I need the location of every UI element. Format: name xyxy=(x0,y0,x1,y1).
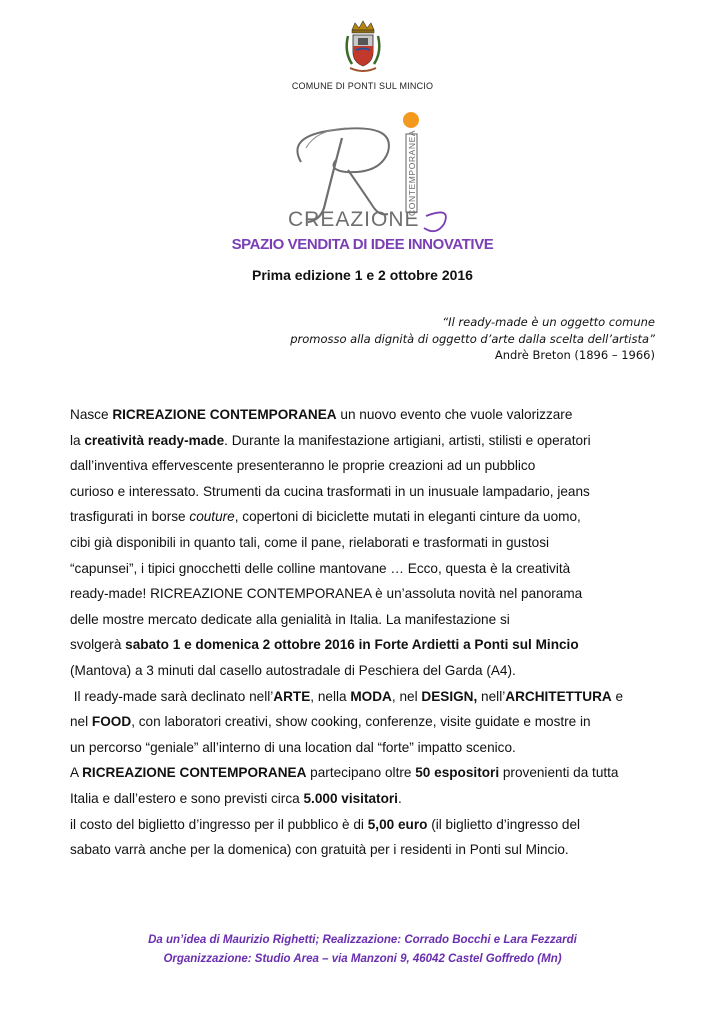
footer-credits xyxy=(0,931,725,969)
logo-contemporanea-text: CONTEMPORANEA xyxy=(407,129,417,216)
logo-creazione-text: CREAZIONE xyxy=(288,208,420,231)
body-text xyxy=(70,402,670,863)
footer-line-1: Da un’idea di Maurizio Righetti; Realizzazione: Corrado Bocchi e Lara Fezzardi xyxy=(148,934,577,946)
body-line: curioso e interessato. Strumenti da cucina trasformati in un inusuale lampadario, jeans xyxy=(70,483,590,499)
body-line: sabato varrà anche per la domenica) con gratuità per i residenti in Ponti sul Mincio. xyxy=(70,842,569,858)
ricreazione-logo xyxy=(276,108,456,240)
body-line: Italia e dall’estero e sono previsti circa 5.000 visitatori. xyxy=(70,790,402,806)
body-line: A RICREAZIONE CONTEMPORANEA partecipano oltre 50 espositori provenienti da tutta xyxy=(70,765,619,781)
quote-line-1: “Il ready-made è un oggetto comune xyxy=(442,315,655,329)
body-line: cibi già disponibili in quanto tali, come il pane, rielaborati e trasformati in gustosi xyxy=(70,534,550,550)
body-line: delle mostre mercato dedicate alla genialità in Italia. La manifestazione si xyxy=(70,611,510,627)
body-line: nel FOOD, con laboratori creativi, show cooking, conferenze, visite guidate e mostre in xyxy=(70,714,591,730)
quote-line-2: promosso alla dignità di oggetto d’arte dalla scelta dell’artista” xyxy=(290,331,655,346)
quote-author: Andrè Breton (1896 – 1966) xyxy=(494,348,655,362)
body-line: trasfigurati in borse couture, copertoni di biciclette mutati in eleganti cinture da uomo, xyxy=(70,509,581,525)
body-line: il costo del biglietto d’ingresso per il pubblico è di 5,00 euro (il biglietto d’ingresso del xyxy=(70,816,581,832)
logo-orange-dot-icon xyxy=(403,112,419,128)
body-line: Nasce RICREAZIONE CONTEMPORANEA un nuovo evento che vuole valorizzare xyxy=(70,407,573,422)
body-line: svolgerà sabato 1 e domenica 2 ottobre 2016 in Forte Ardietti a Ponti sul Mincio xyxy=(70,637,579,653)
body-line: (Mantova) a 3 minuti dal casello autostradale di Peschiera del Garda (A4). xyxy=(70,662,516,678)
body-line: dall’inventiva effervescente presenteranno le proprie creazioni ad un pubblico xyxy=(70,458,536,474)
body-line: ready-made! RICREAZIONE CONTEMPORANEA è un’assoluta novità nel panorama xyxy=(70,586,583,602)
body-line: un percorso “geniale” all’interno di una location dal “forte” impatto scenico. xyxy=(70,739,516,755)
body-line: Il ready-made sarà declinato nell’ARTE, nella MODA, nel DESIGN, nell’ARCHITETTURA e xyxy=(70,688,624,704)
tagline: SPAZIO VENDITA DI IDEE INNOVATIVE xyxy=(231,236,494,253)
body-line: “capunsei”, i tipici gnocchetti delle colline mantovane … Ecco, questa è la creatività xyxy=(70,560,571,576)
body-line: la creatività ready-made. Durante la manifestazione artigiani, artisti, stilisti e operatori xyxy=(70,432,591,448)
footer-line-2: Organizzazione: Studio Area – via Manzoni 9, 46042 Castel Goffredo (Mn) xyxy=(163,953,562,965)
municipality-name: COMUNE DI PONTI SUL MINCIO xyxy=(291,81,434,91)
edition-title: Prima edizione 1 e 2 ottobre 2016 xyxy=(252,267,473,283)
quote-block xyxy=(290,314,655,364)
municipal-crest-icon xyxy=(342,20,384,76)
